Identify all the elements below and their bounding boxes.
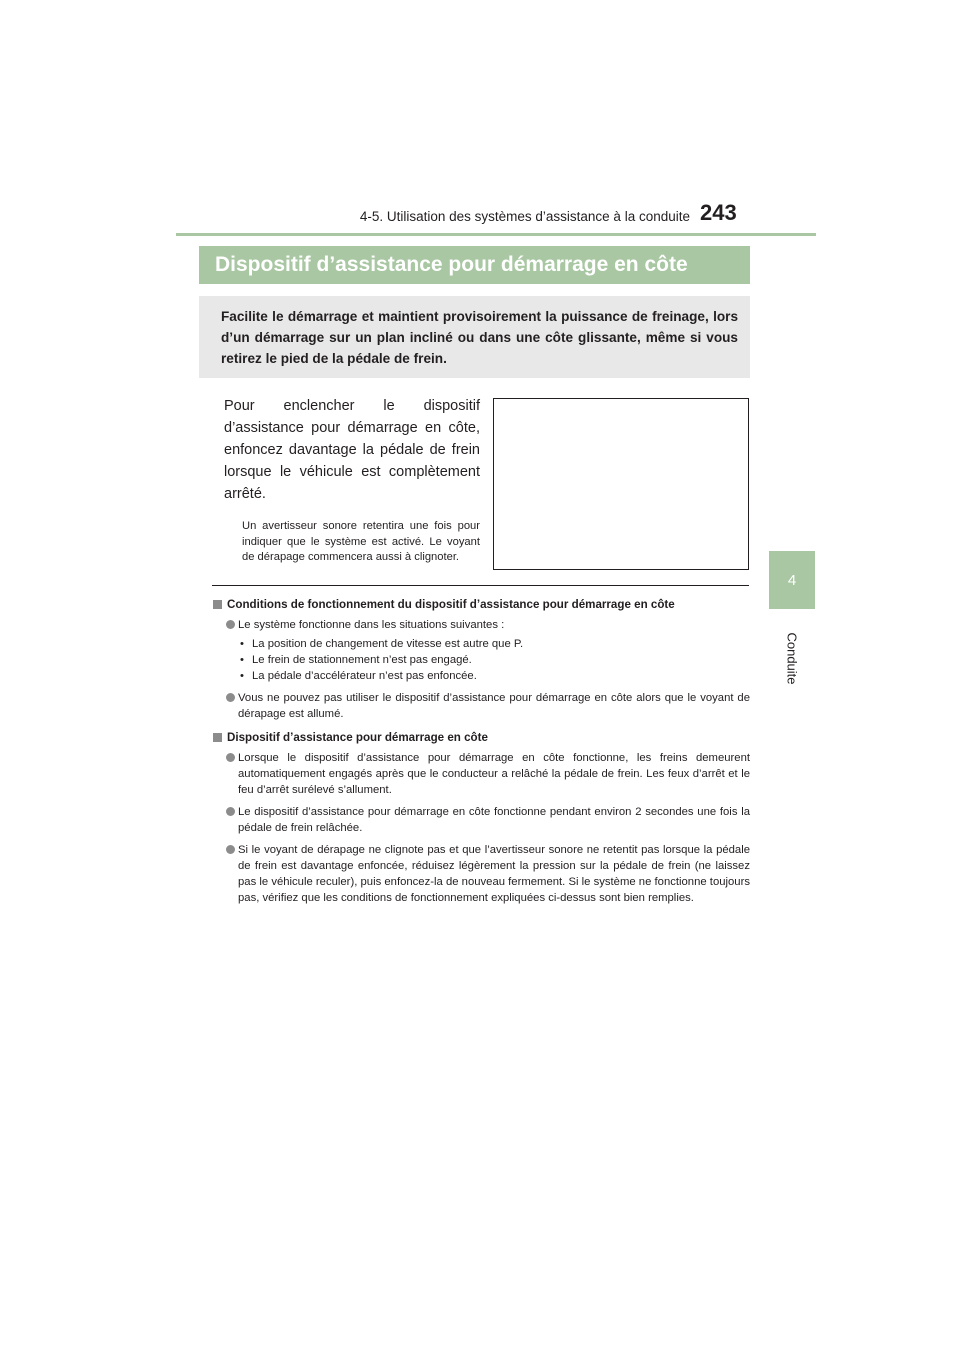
notes-heading-text: Conditions de fonctionnement du dispositif d’assistance pour démarrage en côte: [227, 598, 675, 611]
list-item: [226, 842, 750, 906]
header-section-title: 4-5. Utilisation des systèmes d’assistance à la conduite: [359, 209, 690, 224]
sub-list-item-text: Le frein de stationnement n’est pas engagé.: [252, 654, 472, 666]
round-bullet-icon: [226, 753, 235, 762]
section-banner: [199, 246, 750, 284]
square-bullet-icon: [213, 600, 222, 609]
list-item-text: Si le voyant de dérapage ne clignote pas et que l’avertisseur sonore ne retentit pas lorsque la pédale de frein est davantage enfoncée, réduisez légèrement la pression sur la pédale de frein (ne laissez pas le véhicule reculer), puis enfoncez-la de nouveau fermement. Si le système ne fonctionne toujours pas, vérifiez que les conditions de fonctionnement expliquées ci-dessus sont bien remplies.: [238, 844, 750, 904]
list-item: [226, 804, 750, 836]
intro-box: [199, 296, 750, 378]
notes-group: [212, 597, 750, 722]
sub-list-item-text: La pédale d’accélérateur n’est pas enfoncée.: [252, 670, 477, 682]
round-bullet-icon: [226, 693, 235, 702]
list-item-text: Lorsque le dispositif d’assistance pour démarrage en côte fonctionne, les freins demeurent automatiquement engagés après que le conducteur a relâché la pédale de frein. Les feux d’arrêt et le feu d’arrêt surélevé s’allument.: [238, 752, 750, 796]
list-item-label: Le système fonctionne dans les situations suivantes :: [238, 619, 505, 631]
chapter-name: Conduite: [784, 631, 800, 685]
instruction-note: Un avertisseur sonore retentira une fois pour indiquer que le système est activé. Le voyant de dérapage commencera aussi à clignoter.: [242, 520, 480, 563]
round-bullet-icon: [226, 807, 235, 816]
illustration-frame: [493, 398, 749, 570]
list-item: [226, 617, 750, 684]
list-item: [226, 690, 750, 722]
chapter-label: [769, 618, 815, 698]
list-item-text: Le dispositif d’assistance pour démarrage en côte fonctionne pendant environ 2 secondes une fois la pédale de frein relâchée.: [238, 806, 750, 834]
main-instruction-block: [224, 395, 480, 566]
list-item: [226, 750, 750, 798]
notes-block: [212, 597, 750, 914]
intro-text: Facilite le démarrage et maintient provisoirement la puissance de freinage, lors d’un démarrage sur un plan incliné ou dans une côte glissante, même si vous retirez le pied de la pédale de frein.: [221, 309, 738, 366]
sub-list: [238, 636, 750, 684]
section-divider: [212, 585, 749, 586]
square-bullet-icon: [213, 733, 222, 742]
page-number: 243: [700, 200, 737, 225]
chapter-number: 4: [787, 571, 797, 589]
header-rule: [176, 233, 816, 236]
notes-heading: [212, 597, 750, 613]
sub-list-item: • La pédale d’accélérateur n’est pas enfoncée.: [240, 670, 477, 682]
instruction-text: Pour enclencher le dispositif d’assistance pour démarrage en côte, enfoncez davantage la pédale de frein lorsque le véhicule est complètement arrêté.: [224, 398, 480, 502]
round-bullet-icon: [226, 845, 235, 854]
chapter-tab: [769, 551, 815, 609]
notes-heading: [212, 730, 750, 746]
list-item-text: Vous ne pouvez pas utiliser le dispositif d’assistance pour démarrage en côte alors que le voyant de dérapage est allumé.: [238, 692, 750, 720]
notes-group: [212, 730, 750, 906]
notes-heading-text: Dispositif d’assistance pour démarrage en côte: [227, 731, 488, 744]
section-title: Dispositif d’assistance pour démarrage en côte: [215, 253, 688, 276]
sub-list-item: • Le frein de stationnement n’est pas engagé.: [240, 654, 472, 666]
list-item-text: [238, 617, 750, 684]
round-bullet-icon: [226, 620, 235, 629]
sub-list-item-text: La position de changement de vitesse est autre que P.: [252, 638, 524, 650]
sub-list-item: • La position de changement de vitesse est autre que P.: [240, 638, 524, 650]
